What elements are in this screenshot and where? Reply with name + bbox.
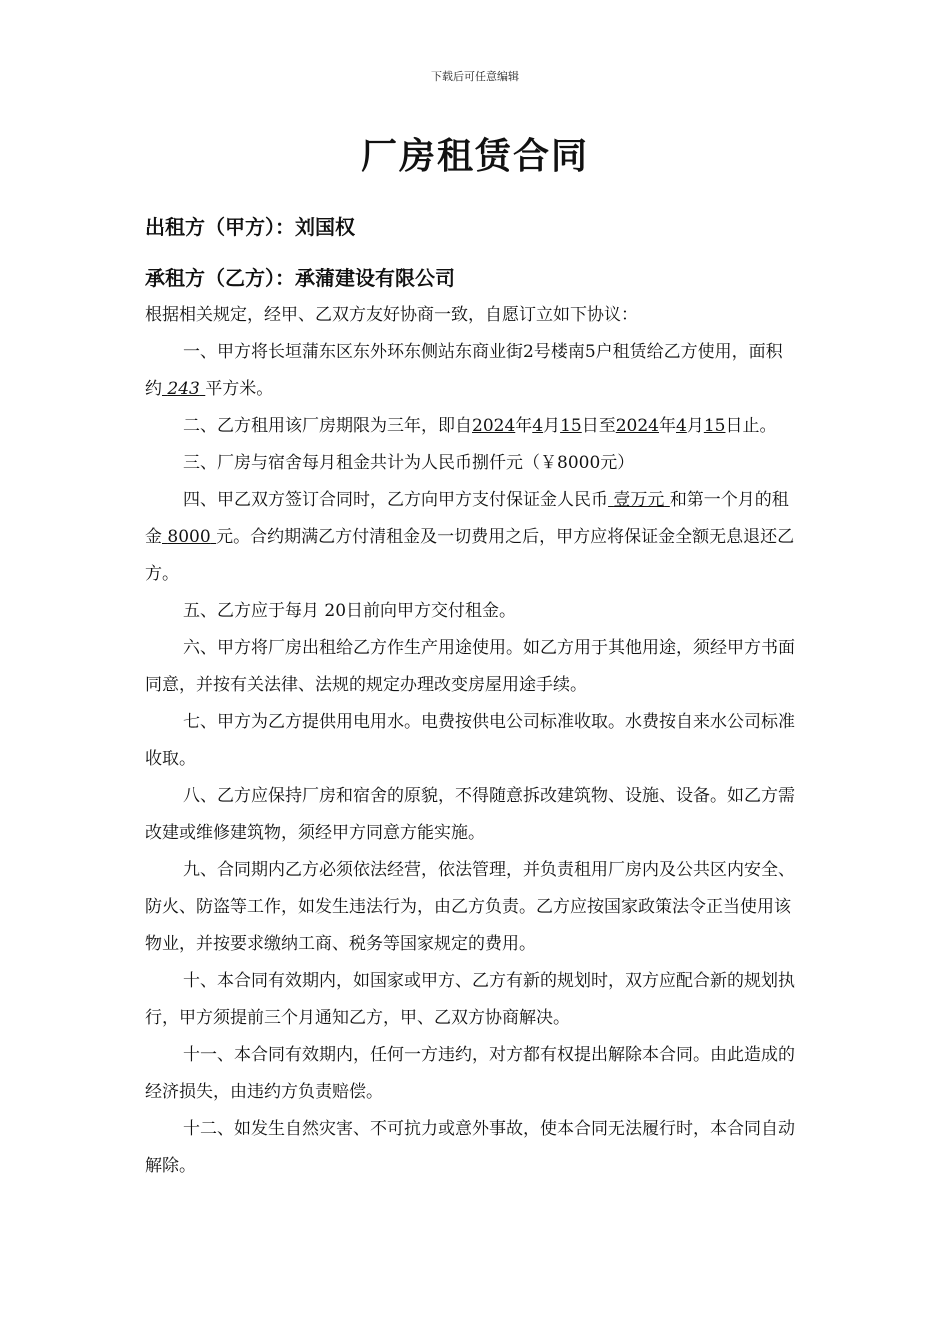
clause-4: 四、甲乙双方签订合同时，乙方向甲方支付保证金人民币 壹万元 和第一个月的租金 8000 元。合约期满乙方付清租金及一切费用之后，甲方应将保证金全额无息退还乙方。 — [145, 490, 795, 584]
area-value: 243 — [167, 379, 200, 399]
lessor-line: 出租方（甲方）：刘国权 — [145, 215, 355, 239]
end-year: 2024 — [615, 416, 659, 436]
clause-6: 六、甲方将厂房出租给乙方作生产用途使用。如乙方用于其他用途，须经甲方书面同意，并按有关法律、法规的规定办理改变房屋用途手续。 — [145, 638, 795, 695]
header-note: 下载后可任意编辑 — [431, 70, 519, 83]
deposit-amount: 壹万元 — [613, 490, 665, 510]
document-title: 厂房租赁合同 — [360, 135, 589, 177]
clause-7: 七、甲方为乙方提供用电用水。电费按供电公司标准收取。水费按自来水公司标准收取。 — [145, 712, 795, 769]
contract-body — [145, 297, 805, 1185]
clause-2: 二、乙方租用该厂房期限为三年，即自2024年4月15日至2024年4月15日止。 — [183, 416, 777, 436]
rent-amount: 8000 — [167, 527, 211, 547]
start-month: 4 — [532, 416, 544, 436]
clause-3: 三、厂房与宿舍每月租金共计为人民币捌仟元（￥8000元） — [183, 453, 635, 473]
end-day: 15 — [703, 416, 726, 436]
clause-1-text: 一、甲方将长垣蒲东区东外环东侧站东商业街2号楼南5户租赁给乙方使用，面积约 — [145, 342, 783, 399]
start-year: 2024 — [472, 416, 516, 436]
clause-1-unit: 平方米。 — [205, 379, 274, 399]
clause-10: 十、本合同有效期内，如国家或甲方、乙方有新的规划时，双方应配合新的规划执行，甲方须提前三个月通知乙方，甲、乙双方协商解决。 — [145, 971, 795, 1028]
start-day: 15 — [560, 416, 582, 436]
clause-12: 十二、如发生自然灾害、不可抗力或意外事故，使本合同无法履行时，本合同自动解除。 — [145, 1119, 795, 1176]
end-month: 4 — [676, 416, 687, 436]
clause-1 — [145, 334, 805, 408]
lessee-line: 承租方（乙方）：承蒲建设有限公司 — [145, 266, 455, 290]
clause-5: 五、乙方应于每月 20日前向甲方交付租金。 — [183, 601, 517, 621]
intro-paragraph: 根据相关规定，经甲、乙双方友好协商一致，自愿订立如下协议： — [145, 305, 638, 325]
clause-8: 八、乙方应保持厂房和宿舍的原貌，不得随意拆改建筑物、设施、设备。如乙方需改建或维修建筑物，须经甲方同意方能实施。 — [145, 786, 795, 843]
clause-11: 十一、本合同有效期内，任何一方违约，对方都有权提出解除本合同。由此造成的经济损失，由违约方负责赔偿。 — [145, 1045, 795, 1102]
clause-9: 九、合同期内乙方必须依法经营，依法管理，并负责租用厂房内及公共区内安全、防火、防盗等工作，如发生违法行为，由乙方负责。乙方应按国家政策法令正当使用该物业，并按要求缴纳工商、税务等国家规定的费用。 — [145, 860, 795, 954]
